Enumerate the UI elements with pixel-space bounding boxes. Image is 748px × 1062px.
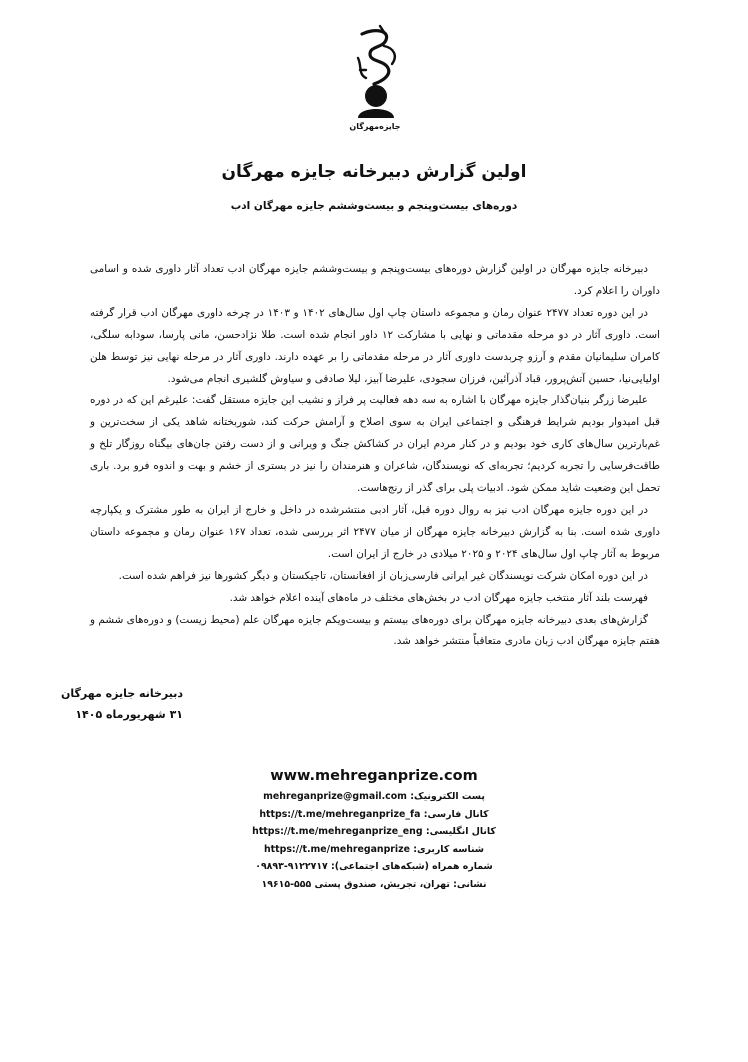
- contact-footer: [0, 768, 748, 893]
- signature-block: [23, 683, 183, 725]
- paragraph: در این دوره امکان شرکت نویسندگان غیر ایرانی فارسی‌زبان از افغانستان، تاجیکستان و دیگر کشورها نیز فراهم شده است.: [118, 569, 648, 582]
- page-title: اولین گزارش دبیرخانه جایزه مهرگان: [221, 162, 527, 182]
- contact-label: کانال فارسی:: [423, 808, 489, 820]
- signature-name: دبیرخانه جایزه مهرگان: [61, 687, 183, 700]
- paragraph: گزارش‌های بعدی دبیرخانه جایزه مهرگان برای دوره‌های بیستم و بیست‌ویکم جایزه مهرگان علم (محیط زیست) و دوره‌های ششم و هفتم جایزه مهرگان ادب زبان مادری متعاقباً منتشر خواهد شد.: [90, 613, 660, 648]
- page-subtitle: دوره‌های بیست‌وپنجم و بیست‌وششم جایزه مهرگان ادب: [230, 200, 518, 212]
- paragraph: دبیرخانه جایزه مهرگان در اولین گزارش دوره‌های بیست‌وپنجم و بیست‌وششم جایزه مهرگان ادب تعداد آثار داوری شده و اسامی داوران را اعلام کرد.: [90, 263, 660, 297]
- paragraph: فهرست بلند آثار منتخب جایزه مهرگان ادب در بخش‌های مختلف در ماه‌های آینده اعلام خواهد شد.: [229, 591, 648, 604]
- signature-date: ۳۱ شهریورماه ۱۴۰۵: [75, 708, 183, 721]
- contact-label: کانال انگلیسی:: [425, 826, 496, 837]
- contact-line-user-id: [0, 841, 748, 859]
- logo-caption: جایزه‌مهرگان: [349, 122, 401, 131]
- contact-line-email: [0, 788, 748, 806]
- contact-line-persian-channel: [0, 806, 748, 824]
- paragraph: در این دوره جایزه مهرگان ادب نیز به روال دوره قبل، آثار ادبی منتشرشده در داخل و خارج از ایران به طور مشترک و یکپارچه داوری شده است. بنا به گزارش دبیرخانه جایزه مهرگان از میان ۲۴۷۷ اثر بررسی شده، تعداد ۱۶۷ عنوان رمان و مجموعه داستان مربوط به آثار چاپ اول سال‌های ۲۰۲۴ و ۲۰۲۵ میلادی در خارج از ایران است.: [90, 503, 660, 560]
- persian-channel-link[interactable]: https://t.me/mehreganprize_fa: [259, 808, 421, 820]
- mehregan-logo-icon: [340, 24, 410, 136]
- website-link[interactable]: www.mehreganprize.com: [270, 768, 478, 784]
- paragraph: علیرضا زرگر بنیان‌گذار جایزه مهرگان با اشاره به سه دهه فعالیت پر فراز و نشیب این جایزه مستقل گفت: علیرغم این که در دوره قبل امیدوار بودیم شرایط فرهنگی و اجتماعی ایران به سوی اصلاح و آرامش حرکت کند، شوربختانه شاهد یکی از سخت‌ترین و غم‌بارترین سال‌های کاری خود بودیم و در کنار مردم ایران در کشاکش جنگ و ویرانی و از دست رفتن جان‌های بیگناه روزگار تلخ و طاقت‌فرسایی را تجربه کردیم؛ تجربه‌ای که نویسندگان، شاعران و هنرمندان را نیز در بستری از خشم و بهت و اندوه فرو برد. باری تحمل این وضعیت شاید ممکن شود. ادبیات پلی برای گذر از رنج‌هاست.: [90, 394, 660, 495]
- contact-line-address: [0, 876, 748, 894]
- postal-address: تهران، تجریش، صندوق پستی ۵۵۵-۱۹۶۱۵: [261, 878, 450, 890]
- user-id-link[interactable]: https://t.me/mehreganprize: [263, 843, 410, 855]
- english-channel-link[interactable]: https://t.me/mehreganprize_eng: [252, 826, 423, 837]
- contact-line-english-channel: [0, 823, 748, 841]
- paragraph: در این دوره تعداد ۲۴۷۷ عنوان رمان و مجموعه داستان چاپ اول سال‌های ۱۴۰۲ و ۱۴۰۳ در چرخه داوری مهرگان ادب قرار گرفته است. داوری آثار در دو مرحله مقدماتی و نهایی با مشارکت ۱۲ داور انجام شده است. طلا نژادحسن، مانی پارسا، سودابه سلگی، کامران سلیمانیان مقدم و آرزو چربدست داوری آثار در مرحله مقدماتی را بر عهده دارند. داوری آثار در مرحله نهایی نیز توسط هلن اولیایی‌نیا، حسین آتش‌پرور، قباد آذرآئین، فرزان سجودی، علیرضا آبیز، لیلا صادقی و سیاوش گلشیری انجام می‌شود.: [90, 306, 660, 385]
- contact-line-phone: [0, 858, 748, 876]
- report-body: [90, 259, 660, 653]
- contact-label: پست الکترونیک:: [410, 791, 485, 802]
- contact-label: شناسه کاربری:: [413, 843, 485, 855]
- email-link[interactable]: mehreganprize@gmail.com: [263, 791, 407, 802]
- phone-number: ۰۹۸۹۳-۹۱۲۲۷۱۷: [255, 861, 328, 872]
- contact-label: نشانی:: [453, 878, 487, 890]
- contact-label: شماره همراه (شبکه‌های اجتماعی):: [331, 861, 493, 872]
